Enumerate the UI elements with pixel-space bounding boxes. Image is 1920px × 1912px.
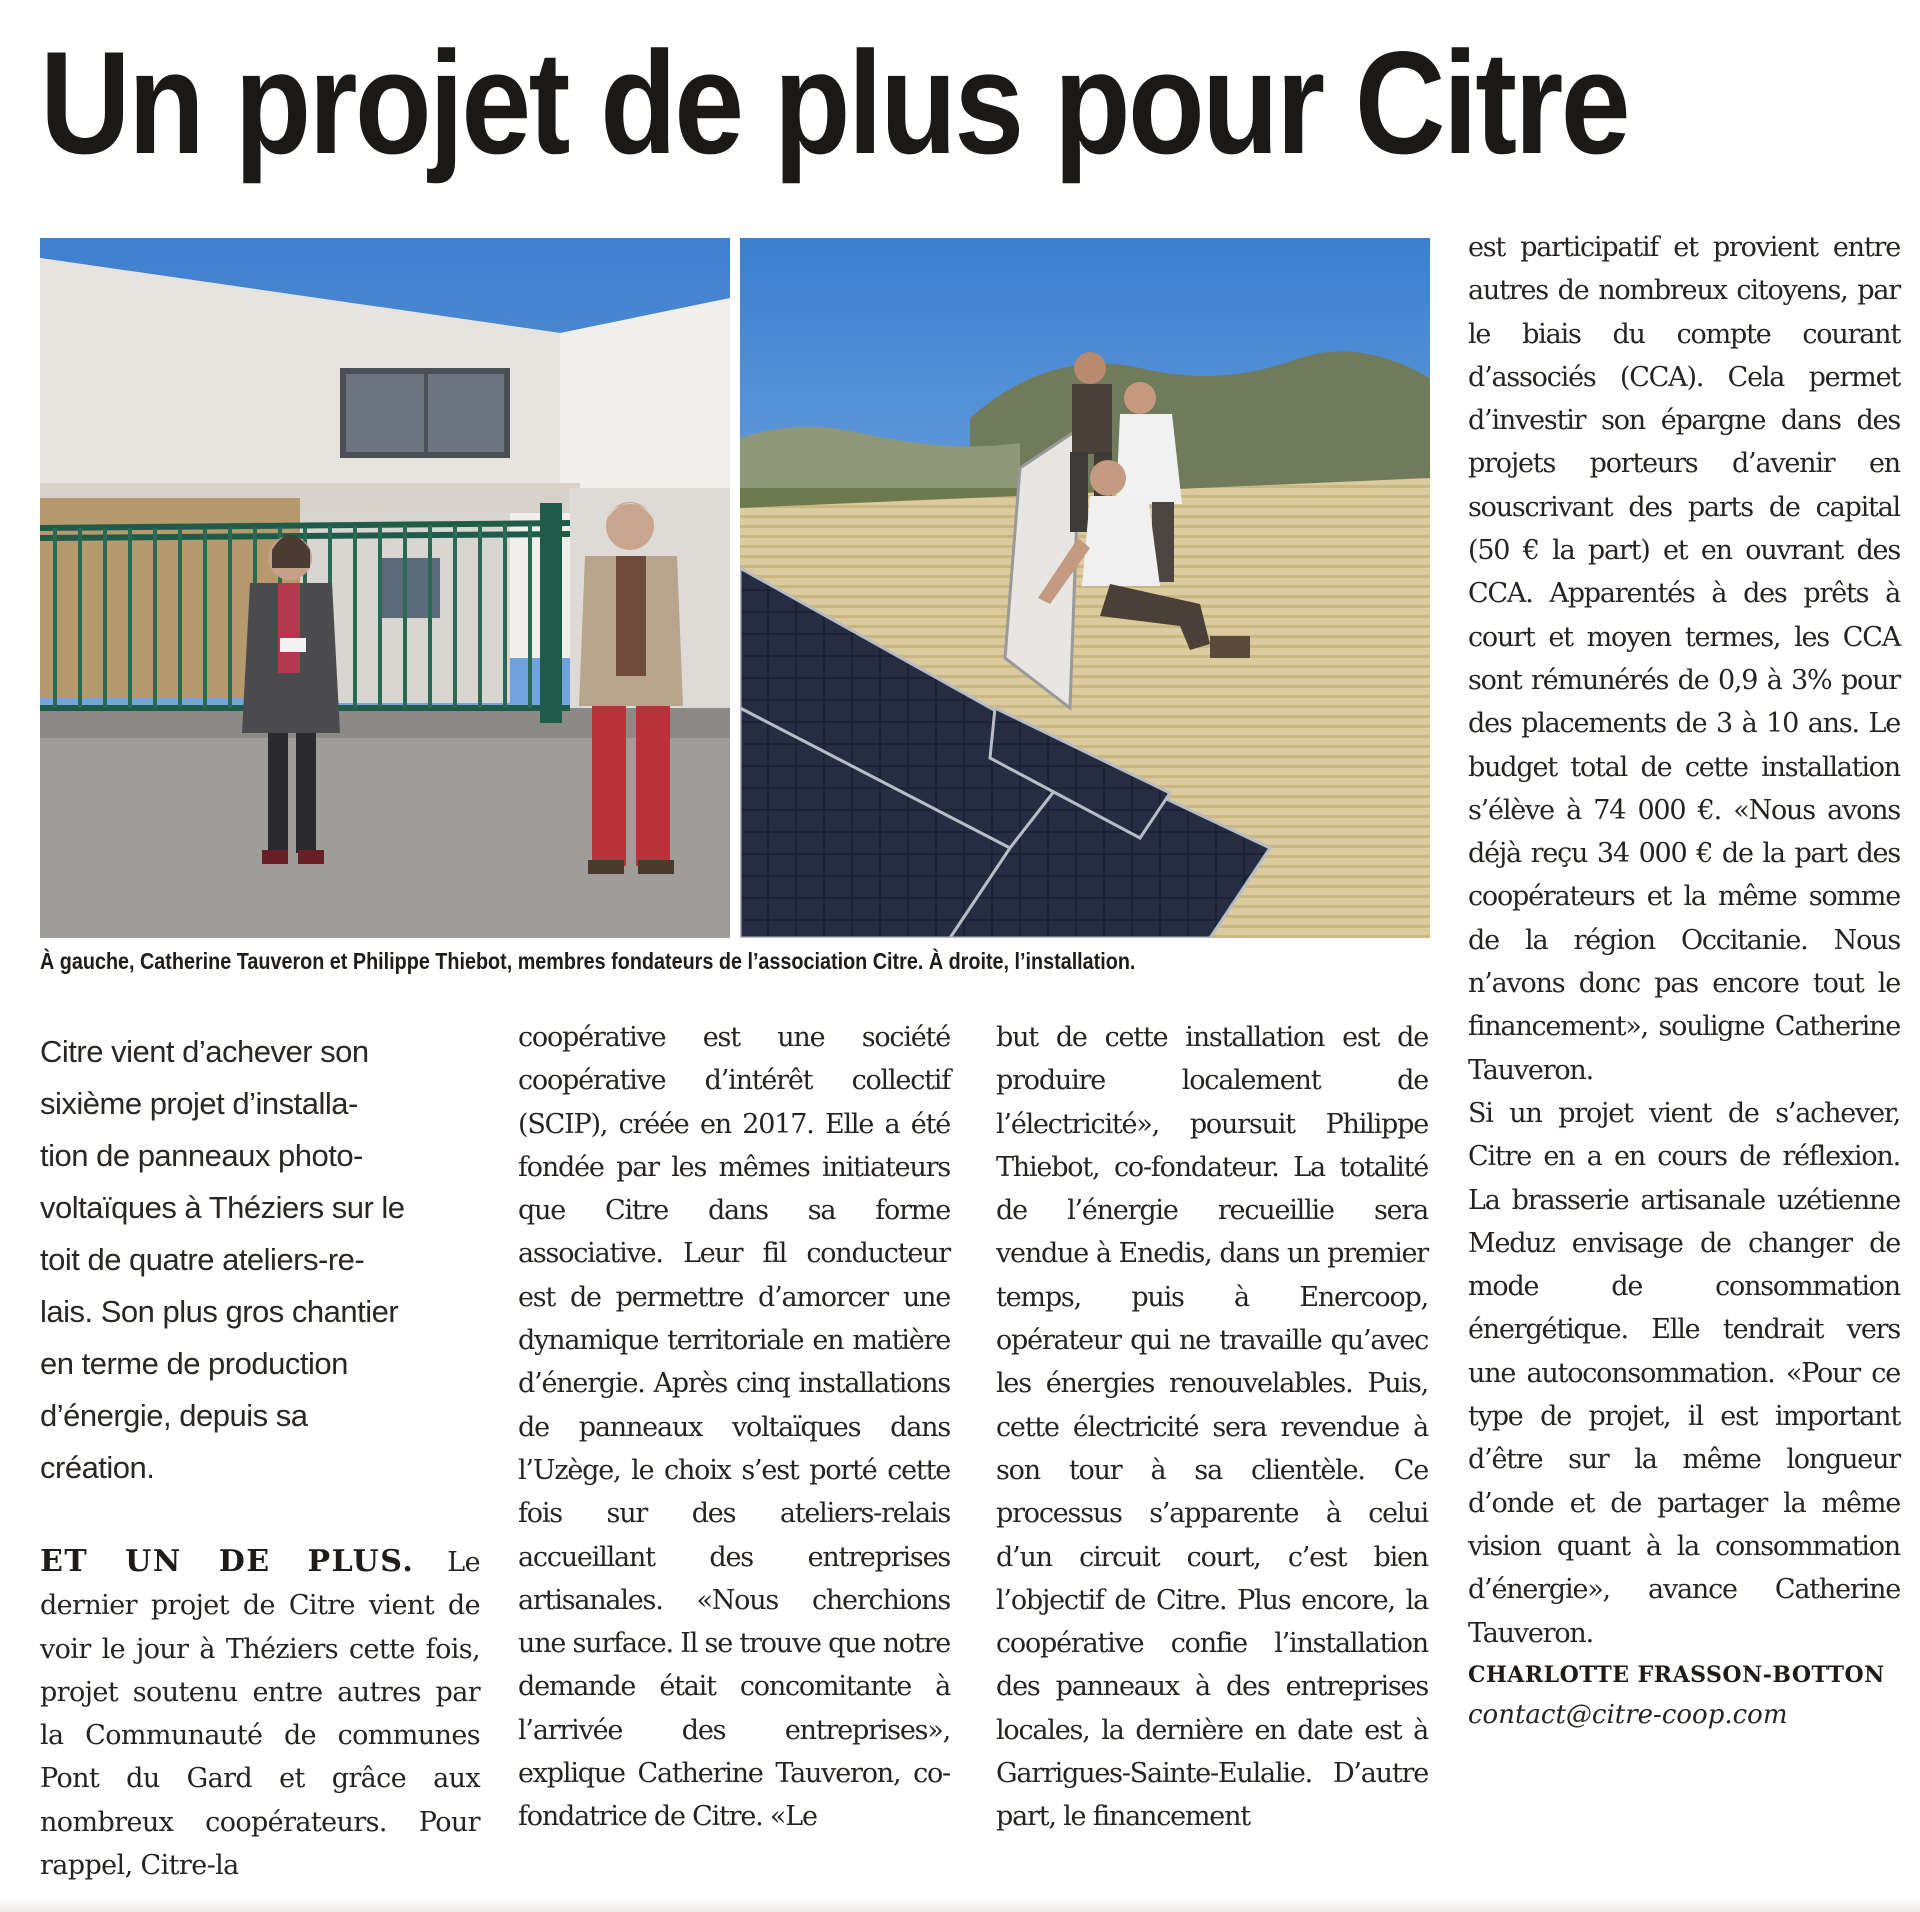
lead-text (40, 1026, 480, 1494)
contact-email[interactable]: contact@citre-coop.com (1468, 1699, 1788, 1730)
installation-photo-illustration (740, 238, 1430, 938)
author-byline: CHARLOTTE FRASSON-BOTTON (1468, 1661, 1885, 1688)
column-4-text-2: Si un projet vient de s’achever, Citre en a en cours de réflexion. La brasserie artisanale uzétienne Meduz envisage de changer de mode de consommation énergétique. Elle tendrait vers une autoconsommation. «Pour ce type de projet, il est important d’être sur la même longueur d’onde et de partager la même vision quant à la consommation d’énergie», avance Catherine Tauveron. (1468, 1097, 1900, 1649)
lead-line: création. (40, 1450, 155, 1485)
page-bottom-edge (0, 1898, 1920, 1912)
lead-line: toit de quatre ateliers-re- (40, 1242, 365, 1277)
photo-caption: À gauche, Catherine Tauveron et Philippe Thiebot, membres fondateurs de l’association Citre. À droite, l’installation. (40, 948, 1136, 974)
column-2-text: coopérative est une société coopérative d’intérêt collectif (SCIP), créée en 2017. Elle a été fondée par les mêmes initiateurs que Citre dans sa forme associative. Leur fil conducteur est de permettre d’amorcer une dynamique territoriale en matière d’énergie. Après cinq installations de panneaux voltaïques dans l’Uzège, le choix s’est porté cette fois sur des ateliers-relais accueillant des entreprises artisanales. «Nous cherchions une surface. Il se trouve que notre demande était concomitante à l’arrivée des entreprises», explique Catherine Tauveron, co-fondatrice de Citre. «Le (518, 1022, 950, 1833)
column-3-text: but de cette installation est de produire localement de l’électricité», poursuit Philippe Thiebot, co-fondateur. La totalité de l’énergie recueillie sera vendue à Enedis, dans un premier temps, puis à Enercoop, opérateur qui ne travaille qu’avec les énergies renouvelables. Puis, cette électricité sera revendue à son tour à sa clientèle. Ce processus s’apparente à celui d’un circuit court, c’est bien l’objectif de Citre. Plus encore, la coopérative confie l’installation des panneaux à des entreprises locales, la dernière en date est à Garrigues-Sainte-Eulalie. D’autre part, le financement (996, 1022, 1428, 1833)
column-1-text: Le dernier projet de Citre vient de voir le jour à Théziers cette fois, projet soutenu entre autres par la Communauté de communes Pont du Gard et grâce aux nombreux coopérateurs. Pour rappel, Citre-la (40, 1547, 481, 1882)
lead-line: en terme de production (40, 1346, 348, 1381)
lead-line: Citre vient d’achever son (40, 1034, 369, 1069)
column-2 (518, 1016, 950, 1839)
photo-installation (740, 238, 1430, 938)
lead-line: lais. Son plus gros chantier (40, 1294, 399, 1329)
lead-line: d’énergie, depuis sa (40, 1398, 308, 1433)
lead-line: voltaïques à Théziers sur le (40, 1190, 405, 1225)
article-headline: Un projet de plus pour Citre (40, 21, 1629, 184)
section-heading: ET UN DE PLUS. (40, 1544, 415, 1579)
lead-line: sixième projet d’installa- (40, 1086, 358, 1121)
column-4 (1468, 226, 1900, 1735)
lead-line: tion de panneaux photo- (40, 1138, 363, 1173)
column-4-text-1: est participatif et provient entre autres de nombreux citoyens, par le biais du compte courant d’associés (CCA). Cela permet d’investir son épargne dans des projets porteurs d’avenir en souscrivant des parts de capital (50 € la part) et en ouvrant des CCA. Apparentés à des prêts à court et moyen termes, les CCA sont rémunérés de 0,9 à 3% pour des placements de 3 à 10 ans. Le budget total de cette installation s’élève à 74 000 €. «Nous avons déjà reçu 34 000 € de la part des coopérateurs et la même somme de la région Occitanie. Nous n’avons donc pas encore tout le financement», souligne Catherine Tauveron. (1468, 232, 1900, 1086)
column-1-paragraph (40, 1540, 480, 1887)
column-1-body (40, 1540, 480, 1887)
lead-paragraph (40, 1026, 480, 1494)
founders-photo-illustration (40, 238, 730, 938)
photo-founders (40, 238, 730, 938)
column-3 (996, 1016, 1428, 1839)
